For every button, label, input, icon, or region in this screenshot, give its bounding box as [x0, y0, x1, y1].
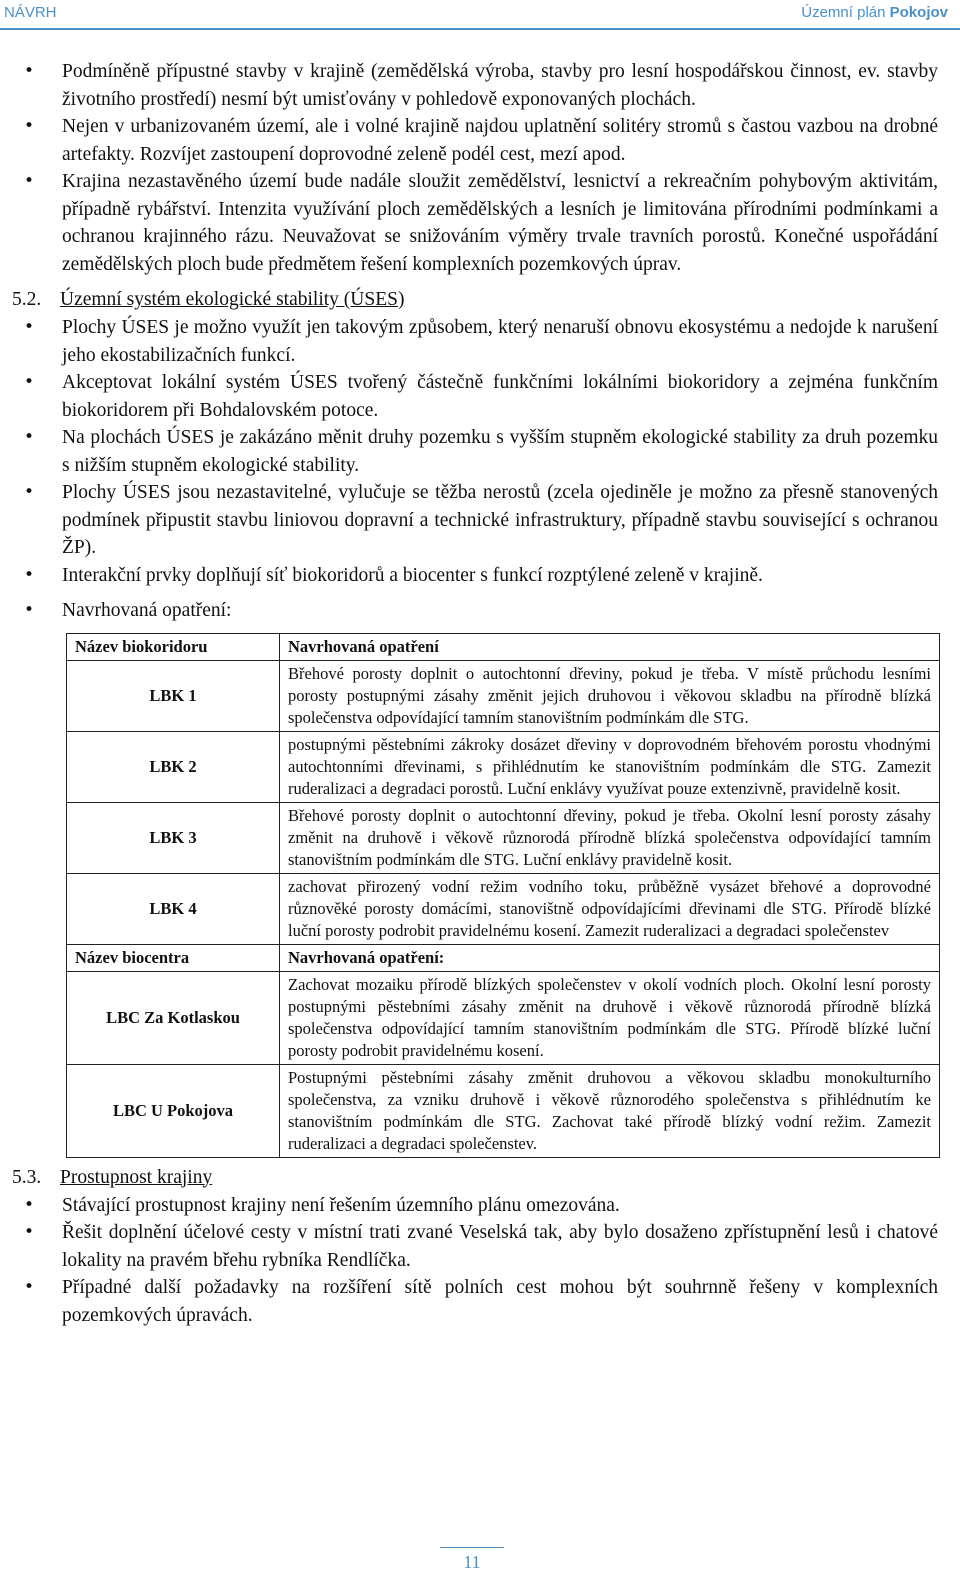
section-heading-5-3: 5.3. Prostupnost krajiny: [12, 1166, 213, 1188]
table-row: [67, 731, 940, 802]
table-row: [67, 1064, 940, 1157]
list-item: • Podmíněně přípustné stavby v krajině (zemědělská výroba, stavby pro lesní hospodářskou činnost, ev. stavby životního prostředí) nesmí být umisťovány v pohledově exponovaných plochách.: [0, 58, 960, 113]
list-item: • Plochy ÚSES je možno využít jen takovým způsobem, který nenaruší obnovu ekosystému a nedojde k narušení jeho ekostabilizačních funkcí.: [0, 314, 960, 369]
list-item-proposed: • Navrhovaná opatření:: [0, 597, 960, 625]
measures-table: [66, 633, 940, 1158]
corridor-measure: Břehové porosty doplnit o autochtonní dřeviny, pokud je třeba. V místě průchodu lesními porosty postupnými zásahy změnit jejich druhovou i věkovou skladbu na přírodně blízká společenstva odpovídající tamním stanovištním podmínkám dle STG.: [280, 660, 940, 731]
section-heading-5-2: 5.2. Územní systém ekologické stability (ÚSES): [12, 289, 405, 310]
corridor-name: LBK 1: [67, 660, 280, 731]
centre-name: LBC U Pokojova: [67, 1064, 280, 1157]
corridor-measure: postupnými pěstebními zákroky dosázet dřeviny v doprovodném břehovém porostu vhodnými autochtonními dřevinami, s přihlédnutím ke stanovištním podmínkám dle STG. Zamezit ruderalizaci a degradaci porostů. Luční enklávy využívat pouze extenzivně, pravidelně kosit.: [280, 731, 940, 802]
table-row: [67, 802, 940, 873]
table-row: [67, 971, 940, 1064]
centre-measure: Zachovat mozaiku přírodě blízkých společenstev v okolí vodních ploch. Okolní lesní porosty postupnými pěstebními zásahy změnit na druhově i věkově různorodá přírodně blízká společenstva odpovídající tamním stanovištním podmínkám dle STG. Přírodě blízké luční porosty podrobit pravidelnému kosení.: [280, 971, 940, 1064]
corridor-measure: Břehové porosty doplnit o autochtonní dřeviny, pokud je třeba. Okolní lesní porosty zásahy změnit na druhově i věkově různorodá přírodně blízká společenstva odpovídající tamním stanovištním podmínkám dle STG. Luční enklávy pravidelně kosit.: [280, 802, 940, 873]
bullet-list-top: [0, 58, 960, 278]
list-item: • Nejen v urbanizovaném území, ale i volné krajině najdou uplatnění solitéry stromů s častou vazbou na drobné artefakty. Rozvíjet zastoupení doprovodné zeleně podél cest, mezí apod.: [0, 113, 960, 168]
list-item: • Na plochách ÚSES je zakázáno měnit druhy pozemku s vyšším stupněm ekologické stability za druh pozemku s nižším stupněm ekologické stability.: [0, 424, 960, 479]
list-item: • Interakční prvky doplňují síť biokoridorů a biocenter s funkcí rozptýlené zeleně v krajině.: [0, 562, 960, 590]
corridor-name: LBK 4: [67, 873, 280, 944]
header-rule: [0, 28, 960, 30]
header-document-title: Územní plán Pokojov: [801, 4, 948, 21]
table-header-row: [67, 944, 940, 971]
page-number: 11: [440, 1547, 504, 1573]
corridor-name: LBK 3: [67, 802, 280, 873]
list-item: • Plochy ÚSES jsou nezastavitelné, vylučuje se těžba nerostů (zcela ojediněle je možno za přesně stanovených podmínek připustit stavbu liniovou dopravní a technické infrastruktury, případně stavbu související s ochranou ŽP).: [0, 479, 960, 562]
page-body: [0, 58, 960, 1329]
table-header-row: [67, 633, 940, 660]
table-row: [67, 873, 940, 944]
bullet-list-uses: [0, 314, 960, 625]
centre-measure: Postupnými pěstebními zásahy změnit druhovou a věkovou skladbu monokulturního společenstva, za vzniku druhově i věkově různorodého společenstva s přihlédnutím ke stanovištním podmínkám dle STG. Zachovat také přírodě blízký vodní režim. Zamezit ruderalizaci a degradaci společenstev.: [280, 1064, 940, 1157]
table-row: [67, 660, 940, 731]
corridor-measure: zachovat přirozený vodní režim vodního toku, průběžně vysázet břehové a doprovodné různověké porosty domácími, stanovištně odpovídajícími dřevinami dle STG. Přírodě blízké luční porosty podrobit pravidelnému kosení. Zamezit ruderalizaci a degradaci společenstev: [280, 873, 940, 944]
centre-name: LBC Za Kotlaskou: [67, 971, 280, 1064]
header-status: NÁVRH: [4, 4, 57, 21]
page-header: [0, 0, 960, 30]
centre-measures-header: Navrhovaná opatření:: [280, 944, 940, 971]
corridor-name: LBK 2: [67, 731, 280, 802]
list-item: • Řešit doplnění účelové cesty v místní trati zvané Veselská tak, aby bylo dosaženo zpřístupnění lesů i chatové lokality na pravém břehu rybníka Rendlíčka.: [0, 1219, 960, 1274]
bullet-list-permeability: [0, 1192, 960, 1330]
corridor-name-header: Název biokoridoru: [67, 633, 280, 660]
list-item: • Stávající prostupnost krajiny není řešením územního plánu omezována.: [0, 1192, 960, 1220]
centre-name-header: Název biocentra: [67, 944, 280, 971]
list-item: • Krajina nezastavěného území bude nadále sloužit zemědělství, lesnictví a rekreačním pohybovým aktivitám, případně rybářství. Intenzita využívání ploch zemědělských a lesních je limitována přírodními podmínkami a ochranou krajinného rázu. Neuvažovat se snižováním výměry trvale travních porostů. Konečné uspořádání zemědělských ploch bude předmětem řešení komplexních pozemkových úprav.: [0, 168, 960, 278]
corridor-measures-header: Navrhovaná opatření: [280, 633, 940, 660]
list-item: • Akceptovat lokální systém ÚSES tvořený částečně funkčními lokálními biokoridory a zejména funkčním biokoridorem při Bohdalovském potoce.: [0, 369, 960, 424]
list-item: • Případné další požadavky na rozšíření sítě polních cest mohou být souhrnně řešeny v komplexních pozemkových úpravách.: [0, 1274, 960, 1329]
